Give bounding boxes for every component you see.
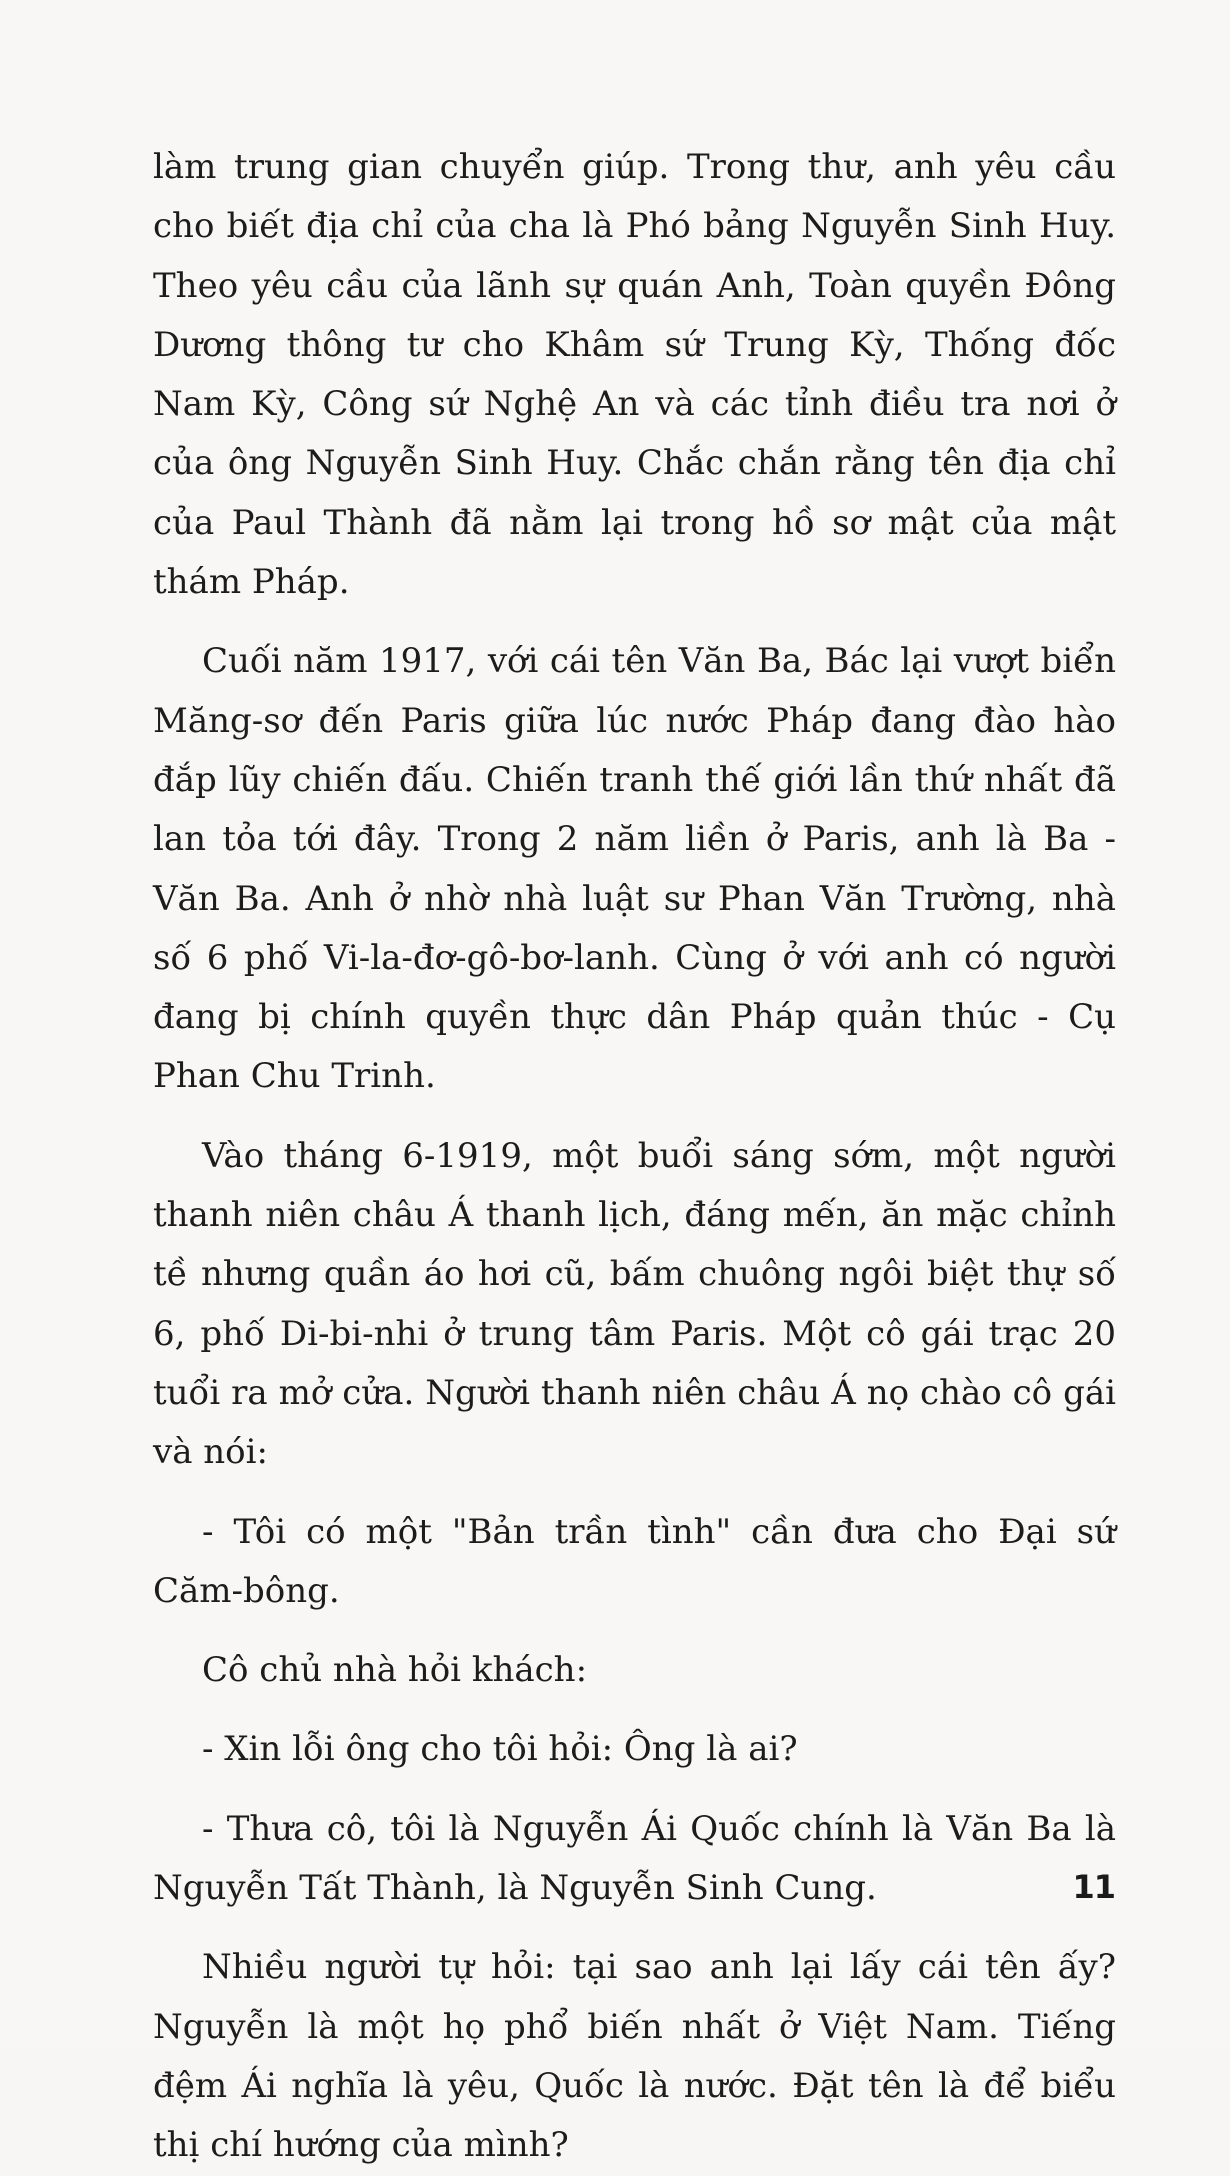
paragraph-7: - Thưa cô, tôi là Nguyễn Ái Quốc chính là Văn Ba là Nguyễn Tất Thành, là Nguyễn Sinh Cung. — [153, 1808, 1116, 1909]
page-number: 11 — [1072, 1868, 1115, 1906]
body-text — [153, 138, 1116, 2176]
paragraph-6: - Xin lỗi ông cho tôi hỏi: Ông là ai? — [202, 1729, 798, 1770]
paragraph-8: Nhiều người tự hỏi: tại sao anh lại lấy cái tên ấy? Nguyễn là một họ phổ biến nhất ở Việt Nam. Tiếng đệm Ái nghĩa là yêu, Quốc là nước. Đặt tên là để biểu thị chí hướng của mình? — [153, 1947, 1116, 2166]
paragraph-1: làm trung gian chuyển giúp. Trong thư, anh yêu cầu cho biết địa chỉ của cha là Phó bảng Nguyễn Sinh Huy. Theo yêu cầu của lãnh sự quán Anh, Toàn quyền Đông Dương thông tư cho Khâm sứ Trung Kỳ, Thống đốc Nam Kỳ, Công sứ Nghệ An và các tỉnh điều tra nơi ở của ông Nguyễn Sinh Huy. Chắc chắn rằng tên địa chỉ của Paul Thành đã nằm lại trong hồ sơ mật của mật thám Pháp. — [153, 147, 1116, 603]
paragraph-5: Cô chủ nhà hỏi khách: — [202, 1650, 588, 1691]
paragraph-3: Vào tháng 6-1919, một buổi sáng sớm, một người thanh niên châu Á thanh lịch, đáng mến, ăn mặc chỉnh tề nhưng quần áo hơi cũ, bấm chuông ngôi biệt thự số 6, phố Di-bi-nhi ở trung tâm Paris. Một cô gái trạc 20 tuổi ra mở cửa. Người thanh niên châu Á nọ chào cô gái và nói: — [153, 1135, 1116, 1473]
paragraph-4: - Tôi có một "Bản trần tình" cần đưa cho Đại sứ Căm-bông. — [153, 1511, 1116, 1611]
paragraph-2: Cuối năm 1917, với cái tên Văn Ba, Bác lại vượt biển Măng-sơ đến Paris giữa lúc nước Pháp đang đào hào đắp lũy chiến đấu. Chiến tranh thế giới lần thứ nhất đã lan tỏa tới đây. Trong 2 năm liền ở Paris, anh là Ba - Văn Ba. Anh ở nhờ nhà luật sư Phan Văn Trường, nhà số 6 phố Vi-la-đơ-gô-bơ-lanh. Cùng ở với anh có người đang bị chính quyền thực dân Pháp quản thúc - Cụ Phan Chu Trinh. — [153, 641, 1116, 1097]
